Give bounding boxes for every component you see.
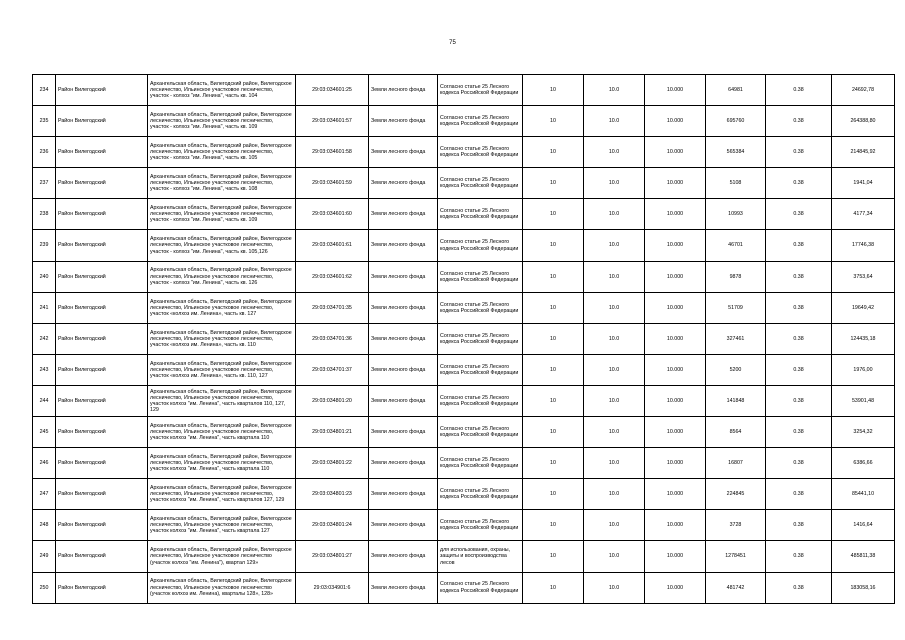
legal-basis-cell: Согласно статье 25 Лесного кодекса Российской Федерации [438,323,523,354]
district-cell: Район Вилегодский [56,261,148,292]
cadastral-number-cell: 29:03:034601:57 [296,106,369,137]
row-number-cell: 238 [33,199,56,230]
value-2-cell: 10.0 [584,479,645,510]
total-cell: 1941,04 [832,168,895,199]
value-3-cell: 10.000 [645,572,706,603]
total-cell: 3753,64 [832,261,895,292]
row-number-cell: 247 [33,479,56,510]
value-1-cell: 10 [523,385,584,416]
row-number-cell: 237 [33,168,56,199]
value-2-cell: 10.0 [584,75,645,106]
district-cell: Район Вилегодский [56,199,148,230]
value-3-cell: 10.000 [645,168,706,199]
value-3-cell: 10.000 [645,510,706,541]
table-row [33,168,895,199]
total-cell: 17746,38 [832,230,895,261]
value-2-cell: 10.0 [584,417,645,448]
value-2-cell: 10.0 [584,137,645,168]
table-row [33,323,895,354]
address-cell: Архангельская область, Вилегодский район, Вилегодское лесничество, Ильинское участковое лесничество, участок «колхоз им. Ленина», часть кв. 110, 127 [148,354,296,385]
total-cell: 485811,38 [832,541,895,572]
value-3-cell: 10.000 [645,292,706,323]
row-number-cell: 249 [33,541,56,572]
address-cell: Архангельская область, Вилегодский район, Вилегодское лесничество, Ильинское участковое лесничество, участок - колхоз "им. Ленина", часть кв. 109 [148,106,296,137]
legal-basis-cell: Согласно статье 25 Лесного кодекса Российской Федерации [438,385,523,416]
address-cell: Архангельская область, Вилегодский район, Вилегодское лесничество, Ильинское участковое лесничество, участок - колхоз "им. Ленина", часть кв. 126 [148,261,296,292]
value-2-cell: 10.0 [584,572,645,603]
total-cell: 6386,66 [832,448,895,479]
total-cell: 264388,80 [832,106,895,137]
address-cell: Архангельская область, Вилегодский район, Вилегодское лесничество, Ильинское участковое лесничество, участок колхоз "им. Ленина", часть квартала 110 [148,448,296,479]
cadastral-number-cell: 29:03:034801:24 [296,510,369,541]
cadastral-number-cell: 29:03:034801:23 [296,479,369,510]
land-category-cell: Земли лесного фонда [369,323,438,354]
area-cell: 5200 [706,354,766,385]
land-category-cell: Земли лесного фонда [369,137,438,168]
rate-cell: 0.38 [766,261,832,292]
total-cell: 124435,18 [832,323,895,354]
address-cell: Архангельская область, Вилегодский район, Вилегодское лесничество, Ильинское участковое лесничество, участок «колхоз им. Ленина», часть кв. 110 [148,323,296,354]
cadastral-number-cell: 29:03:034601:25 [296,75,369,106]
value-3-cell: 10.000 [645,230,706,261]
address-cell: Архангельская область, Вилегодский район, Вилегодское лесничество, Ильинское участковое лесничество, участок - колхоз "им. Ленина", часть кв. 105,126 [148,230,296,261]
total-cell: 214845,92 [832,137,895,168]
value-1-cell: 10 [523,168,584,199]
value-1-cell: 10 [523,572,584,603]
row-number-cell: 236 [33,137,56,168]
row-number-cell: 240 [33,261,56,292]
area-cell: 46701 [706,230,766,261]
legal-basis-cell: Согласно статье 25 Лесного кодекса Российской Федерации [438,75,523,106]
value-2-cell: 10.0 [584,292,645,323]
table-row [33,448,895,479]
area-cell: 51709 [706,292,766,323]
area-cell: 10993 [706,199,766,230]
legal-basis-cell: Согласно статье 25 Лесного кодекса Российской Федерации [438,417,523,448]
cadastral-number-cell: 29:03:034801:22 [296,448,369,479]
row-number-cell: 243 [33,354,56,385]
district-cell: Район Вилегодский [56,385,148,416]
table-row [33,385,895,416]
rate-cell: 0.38 [766,448,832,479]
table-row [33,230,895,261]
cadastral-number-cell: 29:03:034601:59 [296,168,369,199]
row-number-cell: 239 [33,230,56,261]
rate-cell: 0.38 [766,323,832,354]
district-cell: Район Вилегодский [56,417,148,448]
area-cell: 327461 [706,323,766,354]
legal-basis-cell: Согласно статье 25 Лесного кодекса Российской Федерации [438,261,523,292]
table-body [33,75,895,604]
address-cell: Архангельская область, Вилегодский район, Вилегодское лесничество, Ильинское участковое лесничество, участок - колхоз "им. Ленина", часть кв. 109 [148,199,296,230]
legal-basis-cell: Согласно статье 25 Лесного кодекса Российской Федерации [438,510,523,541]
district-cell: Район Вилегодский [56,168,148,199]
row-number-cell: 244 [33,385,56,416]
value-3-cell: 10.000 [645,385,706,416]
row-number-cell: 248 [33,510,56,541]
row-number-cell: 241 [33,292,56,323]
district-cell: Район Вилегодский [56,448,148,479]
address-cell: Архангельская область, Вилегодский район, Вилегодское лесничество, Ильинское участковое лесничество, участок колхоз "им. Ленина", часть кварталов 127, 129 [148,479,296,510]
address-cell: Архангельская область, Вилегодский район, Вилегодское лесничество, Ильинское участковое лесничество, участок «колхоз им. Ленина», часть кв. 127 [148,292,296,323]
land-parcels-table [32,74,895,604]
legal-basis-cell: Согласно статье 25 Лесного кодекса Российской Федерации [438,230,523,261]
cadastral-number-cell: 29:03:034901:6 [296,572,369,603]
land-category-cell: Земли лесного фонда [369,417,438,448]
district-cell: Район Вилегодский [56,75,148,106]
value-3-cell: 10.000 [645,417,706,448]
legal-basis-cell: Согласно статье 25 Лесного кодекса Российской Федерации [438,292,523,323]
value-2-cell: 10.0 [584,323,645,354]
rate-cell: 0.38 [766,199,832,230]
rate-cell: 0.38 [766,479,832,510]
land-category-cell: Земли лесного фонда [369,261,438,292]
cadastral-number-cell: 29:03:034601:58 [296,137,369,168]
rate-cell: 0.38 [766,541,832,572]
value-2-cell: 10.0 [584,510,645,541]
address-cell: Архангельская область, Вилегодский район, Вилегодское лесничество, Ильинское участковое лесничество, участок - колхоз "им. Ленина", часть кв. 108 [148,168,296,199]
value-3-cell: 10.000 [645,354,706,385]
land-category-cell: Земли лесного фонда [369,479,438,510]
value-1-cell: 10 [523,106,584,137]
rate-cell: 0.38 [766,417,832,448]
row-number-cell: 235 [33,106,56,137]
total-cell: 3254,32 [832,417,895,448]
district-cell: Район Вилегодский [56,354,148,385]
value-1-cell: 10 [523,417,584,448]
legal-basis-cell: Согласно статье 25 Лесного кодекса Российской Федерации [438,354,523,385]
value-3-cell: 10.000 [645,479,706,510]
land-category-cell: Земли лесного фонда [369,106,438,137]
rate-cell: 0.38 [766,510,832,541]
rate-cell: 0.38 [766,230,832,261]
cadastral-number-cell: 29:03:034601:60 [296,199,369,230]
value-1-cell: 10 [523,230,584,261]
address-cell: Архангельская область, Вилегодский район, Вилегодское лесничество, Ильинское участковое лесничество, участок колхоз "им. Ленина", часть квартала 110 [148,417,296,448]
address-cell: Архангельская область, Вилегодский район, Вилегодское лесничество, Ильинское участковое лесничество, участок колхоз "им. Ленина", часть квартала 127 [148,510,296,541]
value-3-cell: 10.000 [645,137,706,168]
district-cell: Район Вилегодский [56,510,148,541]
land-category-cell: Земли лесного фонда [369,385,438,416]
table-row [33,75,895,106]
total-cell: 53901,48 [832,385,895,416]
value-3-cell: 10.000 [645,106,706,137]
total-cell: 4177,34 [832,199,895,230]
value-2-cell: 10.0 [584,106,645,137]
district-cell: Район Вилегодский [56,106,148,137]
value-2-cell: 10.0 [584,261,645,292]
land-category-cell: Земли лесного фонда [369,199,438,230]
total-cell: 19649,42 [832,292,895,323]
rate-cell: 0.38 [766,354,832,385]
cadastral-number-cell: 29:03:034701:37 [296,354,369,385]
value-2-cell: 10.0 [584,541,645,572]
total-cell: 1976,00 [832,354,895,385]
area-cell: 5108 [706,168,766,199]
legal-basis-cell: для использования, охраны, защиты и воспроизводства лесов [438,541,523,572]
cadastral-number-cell: 29:03:034701:35 [296,292,369,323]
value-1-cell: 10 [523,261,584,292]
rate-cell: 0.38 [766,75,832,106]
area-cell: 16807 [706,448,766,479]
row-number-cell: 246 [33,448,56,479]
total-cell: 24692,78 [832,75,895,106]
legal-basis-cell: Согласно статье 25 Лесного кодекса Российской Федерации [438,137,523,168]
address-cell: Архангельская область, Вилегодский район, Вилегодское лесничество, Ильинское участковое лесничество (участок колхоз им. Ленина), кварталы 128», 128» [148,572,296,603]
cadastral-number-cell: 29:03:034801:21 [296,417,369,448]
district-cell: Район Вилегодский [56,323,148,354]
table-row [33,261,895,292]
row-number-cell: 234 [33,75,56,106]
value-1-cell: 10 [523,510,584,541]
rate-cell: 0.38 [766,292,832,323]
value-2-cell: 10.0 [584,168,645,199]
value-1-cell: 10 [523,323,584,354]
value-2-cell: 10.0 [584,230,645,261]
total-cell: 1416,64 [832,510,895,541]
area-cell: 1278451 [706,541,766,572]
legal-basis-cell: Согласно статье 25 Лесного кодекса Российской Федерации [438,572,523,603]
land-category-cell: Земли лесного фонда [369,510,438,541]
land-category-cell: Земли лесного фонда [369,541,438,572]
value-1-cell: 10 [523,137,584,168]
rate-cell: 0.38 [766,106,832,137]
table-row [33,541,895,572]
value-3-cell: 10.000 [645,75,706,106]
district-cell: Район Вилегодский [56,541,148,572]
land-category-cell: Земли лесного фонда [369,75,438,106]
total-cell: 183058,16 [832,572,895,603]
address-cell: Архангельская область, Вилегодский район, Вилегодское лесничество, Ильинское участковое лесничество (участок колхоз "им. Ленина"), квартал 129» [148,541,296,572]
rate-cell: 0.38 [766,572,832,603]
area-cell: 9878 [706,261,766,292]
table-row [33,292,895,323]
address-cell: Архангельская область, Вилегодский район, Вилегодское лесничество, Ильинское участковое лесничество, участок - колхоз "им. Ленина", часть кв. 104 [148,75,296,106]
district-cell: Район Вилегодский [56,572,148,603]
table-row [33,199,895,230]
area-cell: 8564 [706,417,766,448]
district-cell: Район Вилегодский [56,479,148,510]
land-category-cell: Земли лесного фонда [369,168,438,199]
value-2-cell: 10.0 [584,448,645,479]
area-cell: 64981 [706,75,766,106]
value-3-cell: 10.000 [645,541,706,572]
cadastral-number-cell: 29:03:034601:61 [296,230,369,261]
value-1-cell: 10 [523,354,584,385]
value-3-cell: 10.000 [645,199,706,230]
table-row [33,510,895,541]
area-cell: 565384 [706,137,766,168]
row-number-cell: 250 [33,572,56,603]
table-row [33,106,895,137]
table-row [33,354,895,385]
table-row [33,137,895,168]
table-row [33,572,895,603]
district-cell: Район Вилегодский [56,137,148,168]
total-cell: 85441,10 [832,479,895,510]
land-category-cell: Земли лесного фонда [369,230,438,261]
value-3-cell: 10.000 [645,261,706,292]
area-cell: 141848 [706,385,766,416]
rate-cell: 0.38 [766,137,832,168]
district-cell: Район Вилегодский [56,292,148,323]
row-number-cell: 242 [33,323,56,354]
rate-cell: 0.38 [766,385,832,416]
value-2-cell: 10.0 [584,385,645,416]
table-row [33,417,895,448]
value-1-cell: 10 [523,541,584,572]
rate-cell: 0.38 [766,168,832,199]
district-cell: Район Вилегодский [56,230,148,261]
page-number: 75 [449,40,456,46]
land-category-cell: Земли лесного фонда [369,354,438,385]
value-3-cell: 10.000 [645,323,706,354]
row-number-cell: 245 [33,417,56,448]
cadastral-number-cell: 29:03:034601:62 [296,261,369,292]
value-3-cell: 10.000 [645,448,706,479]
land-category-cell: Земли лесного фонда [369,292,438,323]
value-1-cell: 10 [523,292,584,323]
value-1-cell: 10 [523,75,584,106]
legal-basis-cell: Согласно статье 25 Лесного кодекса Российской Федерации [438,168,523,199]
legal-basis-cell: Согласно статье 25 Лесного кодекса Российской Федерации [438,479,523,510]
cadastral-number-cell: 29:03:034801:27 [296,541,369,572]
address-cell: Архангельская область, Вилегодский район, Вилегодское лесничество, Ильинское участковое лесничество, участок - колхоз "им. Ленина", часть кв. 105 [148,137,296,168]
land-category-cell: Земли лесного фонда [369,448,438,479]
value-2-cell: 10.0 [584,354,645,385]
legal-basis-cell: Согласно статье 25 Лесного кодекса Российской Федерации [438,106,523,137]
legal-basis-cell: Согласно статье 25 Лесного кодекса Российской Федерации [438,199,523,230]
value-1-cell: 10 [523,199,584,230]
area-cell: 481742 [706,572,766,603]
land-category-cell: Земли лесного фонда [369,572,438,603]
area-cell: 695760 [706,106,766,137]
legal-basis-cell: Согласно статье 25 Лесного кодекса Российской Федерации [438,448,523,479]
area-cell: 3728 [706,510,766,541]
area-cell: 224845 [706,479,766,510]
value-1-cell: 10 [523,479,584,510]
value-2-cell: 10.0 [584,199,645,230]
value-1-cell: 10 [523,448,584,479]
table-row [33,479,895,510]
cadastral-number-cell: 29:03:034701:36 [296,323,369,354]
cadastral-number-cell: 29:03:034801:20 [296,385,369,416]
address-cell: Архангельская область, Вилегодский район, Вилегодское лесничество, Ильинское участковое лесничество, участок колхоз "им. Ленина", часть кварталов 110, 127, 129 [148,385,296,416]
